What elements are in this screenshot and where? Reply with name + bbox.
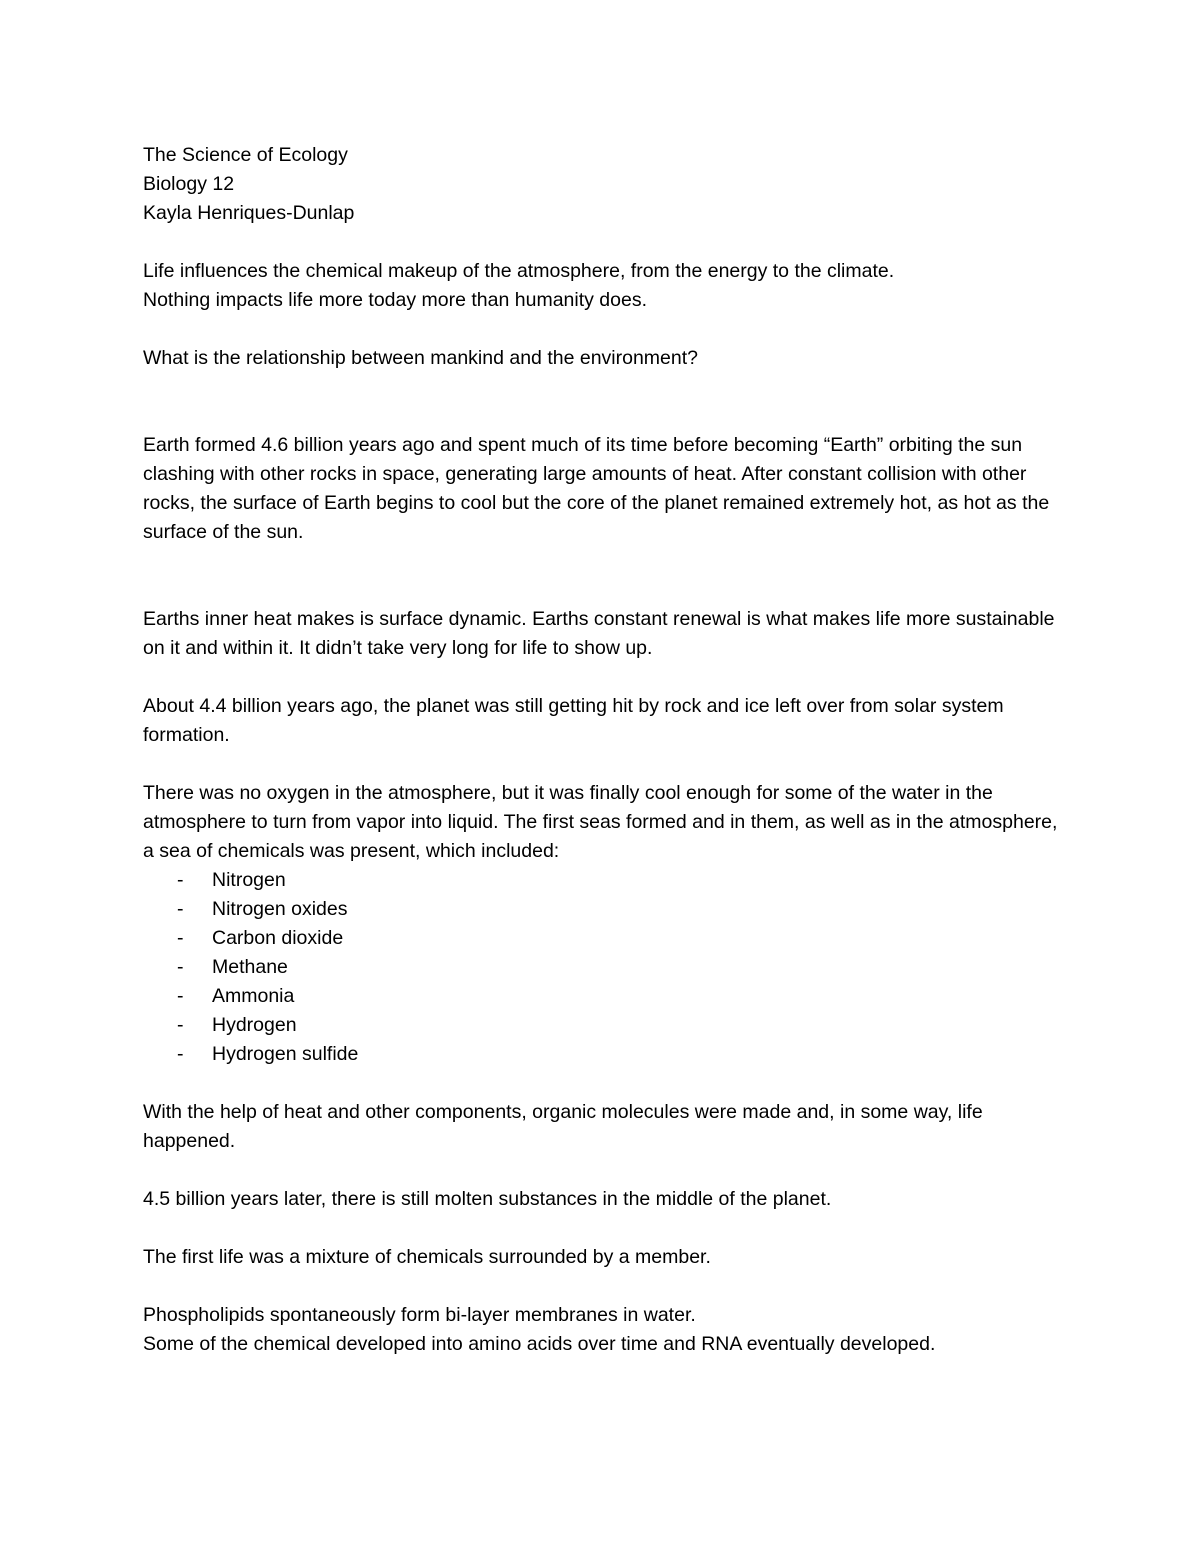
blank-line xyxy=(143,663,1073,692)
intro-line-2: Nothing impacts life more today more than humanity does. xyxy=(143,289,648,311)
paragraph-inner-heat: Earths inner heat makes is surface dynamic. Earths constant renewal is what makes life more sustainable on it and within it. It didn’t take very long for life to show up. xyxy=(143,608,1055,659)
blank-line xyxy=(143,547,1073,605)
blank-line xyxy=(143,315,1073,344)
list-marker: - xyxy=(177,956,184,978)
list-item-label: Carbon dioxide xyxy=(212,927,344,949)
course-name: Biology 12 xyxy=(143,173,235,195)
list-item xyxy=(143,1040,1073,1069)
paragraph-amino-acids: Some of the chemical developed into amino acids over time and RNA eventually developed. xyxy=(143,1333,936,1355)
paragraph-phospholipids: Phospholipids spontaneously form bi-layer membranes in water. xyxy=(143,1304,696,1326)
list-marker: - xyxy=(177,1014,184,1036)
intro-line-1: Life influences the chemical makeup of the atmosphere, from the energy to the climate. xyxy=(143,260,895,282)
document-title: The Science of Ecology xyxy=(143,144,348,166)
list-marker: - xyxy=(177,927,184,949)
chemical-list xyxy=(143,866,1073,1069)
list-marker: - xyxy=(177,898,184,920)
list-item-label: Methane xyxy=(212,956,288,978)
list-item xyxy=(143,924,1073,953)
list-item xyxy=(143,1011,1073,1040)
paragraph-molten: 4.5 billion years later, there is still molten substances in the middle of the planet. xyxy=(143,1188,832,1210)
paragraph-first-life: The first life was a mixture of chemicals surrounded by a member. xyxy=(143,1246,711,1268)
list-item-label: Hydrogen sulfide xyxy=(212,1043,359,1065)
list-marker: - xyxy=(177,985,184,1007)
blank-line xyxy=(143,1272,1073,1301)
blank-line xyxy=(143,750,1073,779)
list-item xyxy=(143,953,1073,982)
blank-line xyxy=(143,1156,1073,1185)
list-item-label: Nitrogen xyxy=(212,869,286,891)
list-marker: - xyxy=(177,869,184,891)
blank-line xyxy=(143,1214,1073,1243)
list-item-label: Nitrogen oxides xyxy=(212,898,348,920)
paragraph-no-oxygen: There was no oxygen in the atmosphere, but it was finally cool enough for some of the water in the atmosphere to turn from vapor into liquid. The first seas formed and in them, as well as in the atmosphere, a sea of chemicals was present, which included: xyxy=(143,782,1058,862)
paragraph-earth-formation: Earth formed 4.6 billion years ago and spent much of its time before becoming “Earth” orbiting the sun clashing with other rocks in space, generating large amounts of heat. After constant collision with other rocks, the surface of Earth begins to cool but the core of the planet remained extremely hot, as hot as the surface of the sun. xyxy=(143,434,1050,543)
blank-line xyxy=(143,1069,1073,1098)
blank-line xyxy=(143,373,1073,431)
list-item xyxy=(143,866,1073,895)
paragraph-4-4-billion: About 4.4 billion years ago, the planet was still getting hit by rock and ice left over from solar system formation. xyxy=(143,695,1004,746)
list-item-label: Ammonia xyxy=(212,985,295,1007)
guiding-question: What is the relationship between mankind and the environment? xyxy=(143,347,698,369)
document-body xyxy=(143,141,1073,1359)
list-item xyxy=(143,895,1073,924)
paragraph-organic-molecules: With the help of heat and other components, organic molecules were made and, in some way, life happened. xyxy=(143,1101,983,1152)
list-item-label: Hydrogen xyxy=(212,1014,297,1036)
list-marker: - xyxy=(177,1043,184,1065)
blank-line xyxy=(143,228,1073,257)
author-name: Kayla Henriques-Dunlap xyxy=(143,202,355,224)
list-item xyxy=(143,982,1073,1011)
